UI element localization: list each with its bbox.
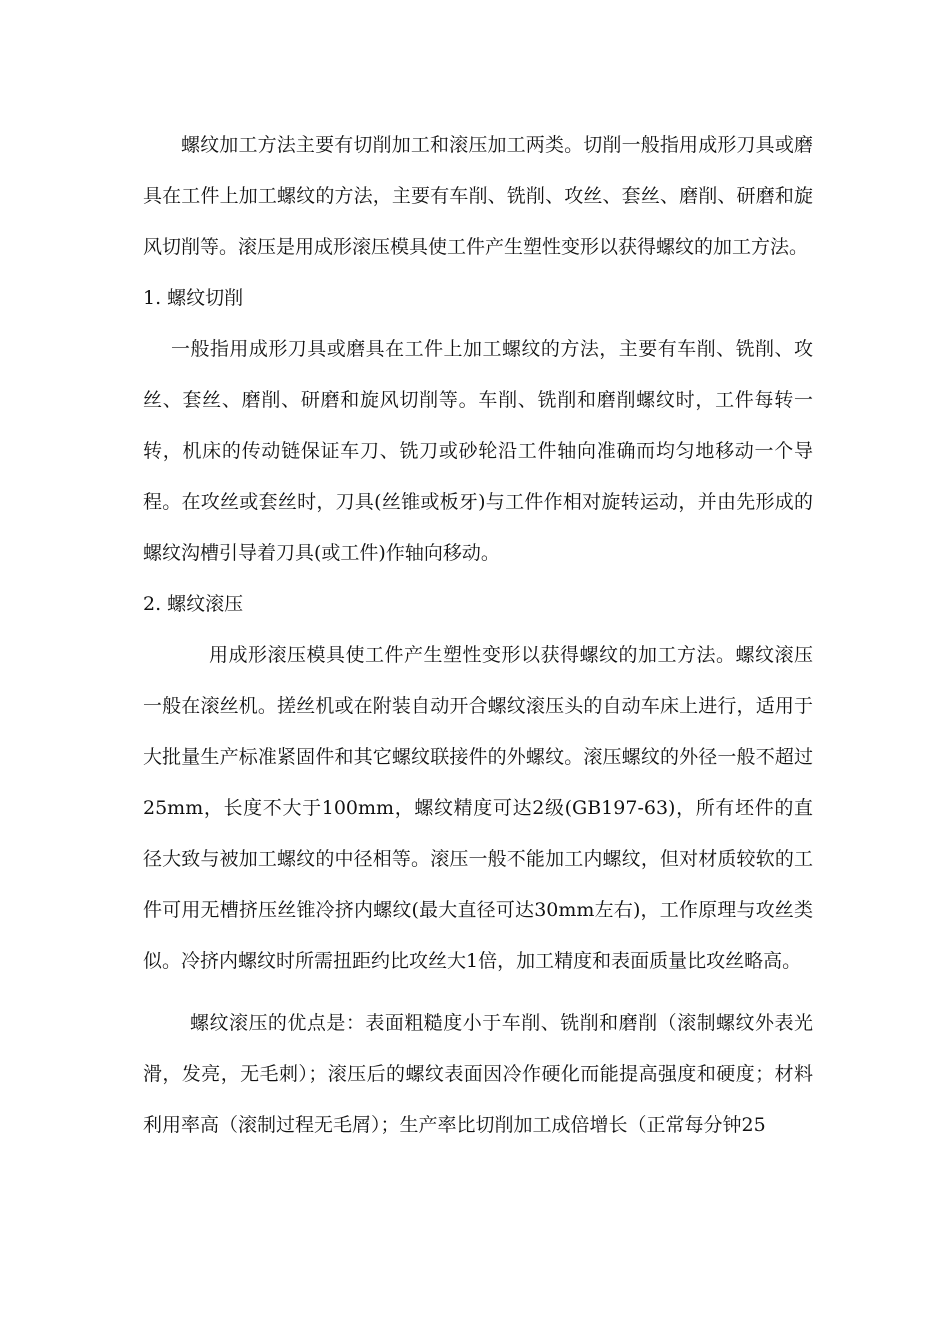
- thread-rolling-paragraph: 用成形滚压模具使工件产生塑性变形以获得螺纹的加工方法。螺纹滚压一般在滚丝机。搓丝机或在附装自动开合螺纹滚压头的自动车床上进行，适用于大批量生产标准紧固件和其它螺纹联接件的外螺纹。滚压螺纹的外径一般不超过25mm，长度不大于100mm，螺纹精度可达2级(GB197-63)，所有坯件的直径大致与被加工螺纹的中径相等。滚压一般不能加工内螺纹，但对材质较软的工件可用无槽挤压丝锥冷挤内螺纹(最大直径可达30mm左右)，工作原理与攻丝类似。冷挤内螺纹时所需扭距约比攻丝大1倍，加工精度和表面质量比攻丝略高。: [143, 644, 813, 972]
- intro-paragraph: 螺纹加工方法主要有切削加工和滚压加工两类。切削一般指用成形刀具或磨具在工件上加工螺纹的方法，主要有车削、铣削、攻丝、套丝、磨削、研磨和旋风切削等。滚压是用成形滚压模具使工件产生塑性变形以获得螺纹的加工方法。: [143, 134, 813, 258]
- thread-rolling-advantages-paragraph: 螺纹滚压的优点是：表面粗糙度小于车削、铣削和磨削（滚制螺纹外表光滑，发亮，无毛刺）；滚压后的螺纹表面因冷作硬化而能提高强度和硬度；材料利用率高（滚制过程无毛屑）；生产率比切削加工成倍增长（正常每分钟25: [143, 1012, 813, 1136]
- section-heading-thread-rolling: 2. 螺纹滚压: [143, 593, 244, 615]
- thread-cutting-paragraph: 一般指用成形刀具或磨具在工件上加工螺纹的方法，主要有车削、铣削、攻丝、套丝、磨削、研磨和旋风切削等。车削、铣削和磨削螺纹时，工件每转一转，机床的传动链保证车刀、铣刀或砂轮沿工件轴向准确而均匀地移动一个导程。在攻丝或套丝时，刀具(丝锥或板牙)与工件作相对旋转运动，并由先形成的螺纹沟槽引导着刀具(或工件)作轴向移动。: [143, 338, 813, 564]
- document-body: [143, 120, 813, 1151]
- section-heading-thread-cutting: 1. 螺纹切削: [143, 287, 244, 309]
